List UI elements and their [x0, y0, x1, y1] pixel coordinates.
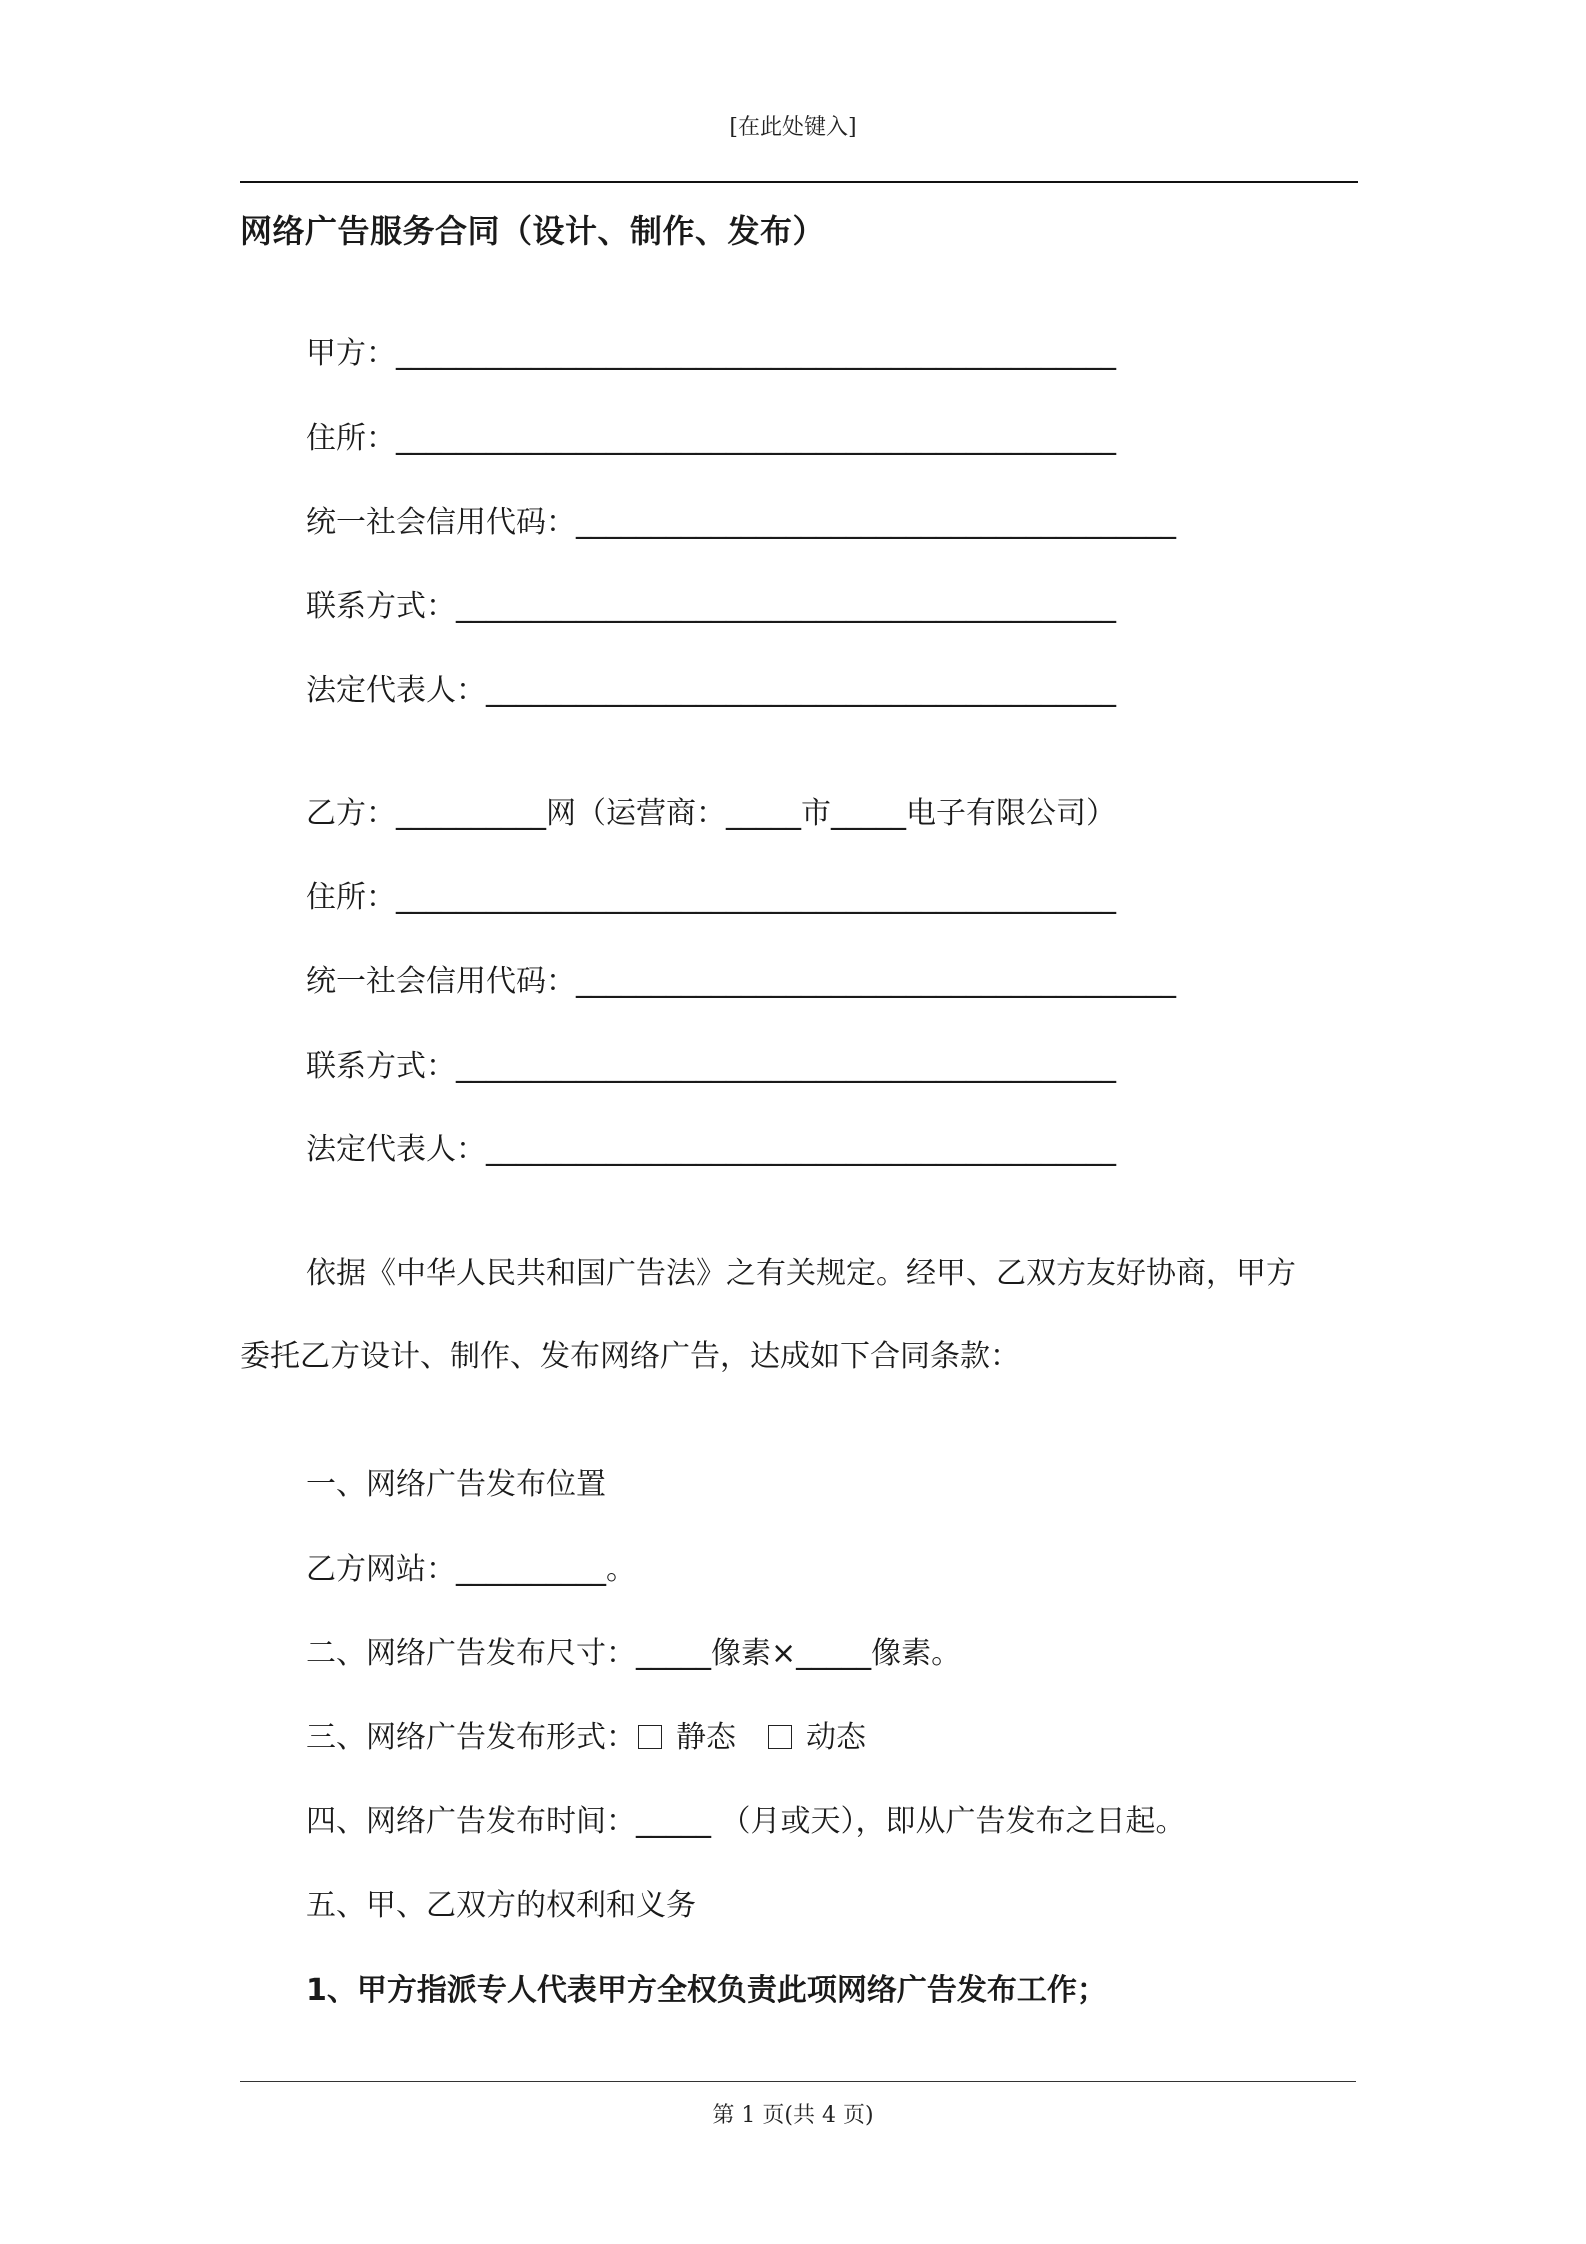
page-header: [在此处键入] — [729, 115, 857, 140]
clause-1-heading: 一、网络广告发布位置 — [306, 1467, 606, 1502]
party-a-name-line: 甲方：________________________________________________ — [306, 336, 1116, 371]
clause-5-item-1: 1、甲方指派专人代表甲方全权负责此项网络广告发布工作； — [306, 1973, 1107, 2008]
party-b-name-line: 乙方：__________网（运营商：_____市_____电子有限公司） — [306, 796, 1116, 831]
party-b-legal-rep-line: 法定代表人：__________________________________________ — [306, 1132, 1116, 1167]
party-a-credit-code-line: 统一社会信用代码：________________________________________ — [306, 505, 1176, 540]
clause-2-size: 二、网络广告发布尺寸：_____像素×_____像素。 — [306, 1636, 962, 1671]
dynamic-checkbox[interactable] — [768, 1725, 792, 1749]
party-b-credit-code-line: 统一社会信用代码：________________________________________ — [306, 964, 1176, 999]
party-a-contact-line: 联系方式：____________________________________________ — [306, 589, 1116, 624]
party-a-address-line: 住所：________________________________________________ — [306, 421, 1116, 456]
document-title: 网络广告服务合同（设计、制作、发布） — [240, 212, 826, 250]
clause-5-heading: 五、甲、乙双方的权利和义务 — [306, 1888, 696, 1923]
clause-1-website: 乙方网站：__________。 — [306, 1552, 636, 1587]
party-a-legal-rep-line: 法定代表人：__________________________________________ — [306, 673, 1116, 708]
preamble-line-1: 依据《中华人民共和国广告法》之有关规定。经甲、乙双方友好协商，甲方 — [306, 1256, 1296, 1291]
clause-3-label: 三、网络广告发布形式： — [306, 1720, 636, 1755]
static-checkbox[interactable] — [638, 1725, 662, 1749]
party-b-address-line: 住所：________________________________________________ — [306, 880, 1116, 915]
clause-4-time: 四、网络广告发布时间：_____ （月或天），即从广告发布之日起。 — [306, 1804, 1186, 1839]
footer-divider — [240, 2081, 1356, 2082]
page-number: 第 1 页(共 4 页) — [712, 2103, 874, 2128]
dynamic-option-label: 动态 — [806, 1720, 866, 1755]
clause-3-format — [306, 1718, 866, 1758]
preamble-line-2: 委托乙方设计、制作、发布网络广告，达成如下合同条款： — [240, 1339, 1020, 1374]
static-option-label: 静态 — [676, 1720, 736, 1755]
party-b-contact-line: 联系方式：____________________________________________ — [306, 1049, 1116, 1084]
header-divider — [240, 181, 1358, 183]
